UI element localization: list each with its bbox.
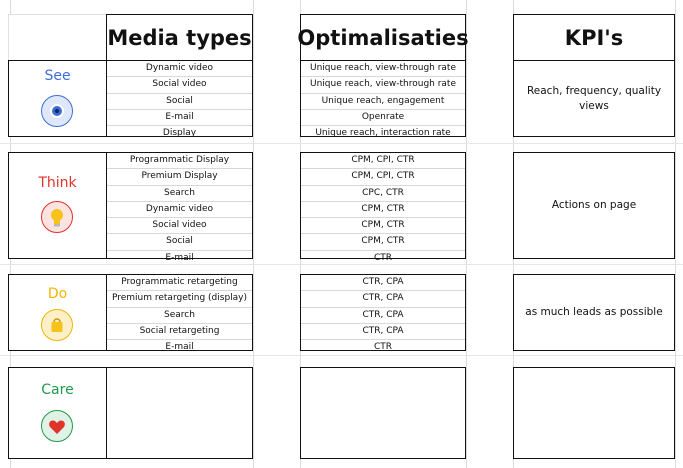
gridline	[675, 0, 676, 468]
media-item: Programmatic retargeting	[107, 275, 252, 291]
media-item: Premium retargeting (display)	[107, 291, 252, 307]
stage-do-label: Do	[47, 286, 68, 302]
optimization-item: Unique reach, view-through rate	[301, 61, 465, 77]
optimization-item: CPM, CTR	[301, 202, 465, 218]
stage-think-label: Think	[38, 175, 77, 191]
optimization-item: CTR	[373, 252, 393, 263]
media-list-do	[106, 274, 253, 351]
stage-see-label: See	[44, 68, 71, 84]
optimization-list-see	[300, 60, 466, 137]
lightbulb-icon	[41, 201, 73, 233]
header-optimalisaties	[297, 14, 469, 61]
media-item: Social	[107, 234, 252, 250]
media-item: Premium Display	[107, 169, 252, 185]
header-corner-cell	[8, 14, 107, 61]
media-list-see	[106, 60, 253, 137]
media-list-think	[106, 152, 253, 263]
kpi-do	[513, 274, 675, 351]
media-item: Dynamic video	[107, 202, 252, 218]
optimization-item: Openrate	[301, 110, 465, 126]
media-item: Search	[107, 308, 252, 324]
optimization-item: Unique reach, view-through rate	[301, 77, 465, 93]
header-kpis	[513, 14, 675, 61]
media-item: Programmatic Display	[107, 153, 252, 169]
kpi-think	[513, 152, 675, 259]
optimization-item: CPM, CTR	[301, 218, 465, 234]
optimization-item: CTR	[373, 342, 393, 353]
media-item: Social retargeting	[107, 324, 252, 340]
header-optimalisaties-label: Optimalisaties	[297, 25, 469, 50]
stage-care-label: Care	[41, 382, 74, 398]
optimization-list-think	[300, 152, 466, 263]
optimization-item: Unique reach, interaction rate	[315, 128, 451, 139]
optimization-item: CPM, CPI, CTR	[301, 153, 465, 169]
media-item: Social video	[107, 77, 252, 93]
gridline	[466, 0, 467, 468]
gridline	[0, 143, 683, 144]
media-list-care	[106, 367, 253, 459]
optimization-item: CTR, CPA	[301, 275, 465, 291]
media-item: Dynamic video	[107, 61, 252, 77]
kpi-do-text: as much leads as possible	[525, 306, 663, 318]
shopping-bag-icon	[41, 309, 73, 341]
kpi-see	[513, 60, 675, 137]
optimization-item: Unique reach, engagement	[301, 94, 465, 110]
optimization-item: CTR, CPA	[301, 291, 465, 307]
kpi-see-text: Reach, frequency, quality views	[526, 84, 662, 112]
media-item: Social video	[107, 218, 252, 234]
header-kpis-label: KPI's	[564, 25, 624, 50]
media-item: E-mail	[107, 110, 252, 126]
media-item: E-mail	[165, 252, 194, 263]
eye-icon	[41, 95, 73, 127]
stage-care-cell	[8, 367, 107, 459]
header-media-types-label: Media types	[107, 25, 252, 50]
optimization-item: CTR, CPA	[301, 324, 465, 340]
stage-do-cell	[8, 274, 107, 351]
gridline	[253, 0, 254, 468]
stage-think-cell	[8, 152, 107, 259]
optimization-item: CTR, CPA	[301, 308, 465, 324]
optimization-item: CPM, CTR	[301, 234, 465, 250]
kpi-care	[513, 367, 675, 459]
stage-see-cell	[8, 60, 107, 137]
media-item: Display	[162, 128, 197, 139]
kpi-think-text: Actions on page	[551, 199, 637, 211]
header-media-types	[106, 14, 253, 61]
optimization-list-care	[300, 367, 466, 459]
heart-icon	[41, 410, 73, 442]
media-item: Search	[107, 186, 252, 202]
media-item: Social	[107, 94, 252, 110]
optimization-item: CPM, CPI, CTR	[301, 169, 465, 185]
optimization-list-do	[300, 274, 466, 351]
optimization-item: CPC, CTR	[301, 186, 465, 202]
media-item: E-mail	[165, 342, 194, 353]
